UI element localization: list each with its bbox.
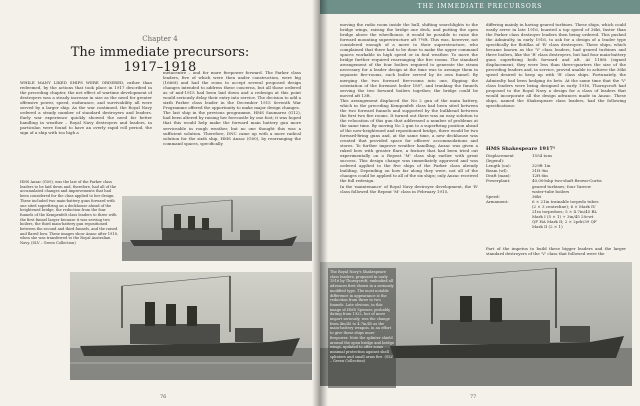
spec-value: 31ft 9in <box>532 168 548 174</box>
spec-row <box>486 199 626 230</box>
spec-value: 40,000shp two-shaft Brown-Curtis geared turbines; four Yarrow water-tube boilers <box>532 178 602 194</box>
photo-caption: The Royal Navy's Shakespeare class leaders, proposed in early 1916 by Thornycroft, embodied all advances first shown in a seriously modified type. The most notable difference in appearance is the reduction from three to two funnels. Late obvious, in this image of HMS Spenser, probably dating from 1922, but of more import seriously, was the change from 4in/45 to 4.7in/45 as the main-battery weapon, in an effort to give these ships more firepower. Note the splinter shield around the open bridge and bridge wings, updated to offer some minimal protection against shell splinters and small arms fire. (SLV – Green Collection) <box>328 268 396 388</box>
body-column-1: moving the radio room inside the hull, shifting searchlights to the bridge wings, raising the bridge one deck, and putting the open bridge above the wheelhouse, it would be possible to raise the forward mounting superstructure aft 7½ft. This was, however, not considered enough of a move to their superstructure, who complained that there had to be done to make the upper command spaces workable in high speed or in foul weather. To move the bridge further required rearranging the fire rooms. The standard arrangement of the four boilers required to generate the steam necessary for a leader design at the time was to arrange them in separate fire-rooms, each boiler served by its own funnel. By merging the two forward fire-rooms into one, flipping the orientation of the foremost boiler 180°, and trunking the funnels serving the two forward boilers together, the bridge could be moved aft 13ft. This arrangement displaced the No 2 gun of the main battery, which in the preceding Kempenfelt class had been sited between the two forward funnels and supported by the bulkhead between the first two fire rooms. It turned out there was an easy solution to the relocation of this gun that addressed a number of problems at the same time. By moving No 2 gun to a superfiring position ahead of the now-heightened and repositioned bridge, there would be two forward-firing guns and, at the same time, a new deckhouse was created that provided space for officers' accommodations and stores. To further improve weather handling, Anzac was given a raked bow with greater flare, a feature that had been tried out experimentally on a Repeat 'M' class ship earlier with great success. This design change was immediately approved and was ordered applied to the five ships of the Parker class already building. Depending on how far along they were, not all of the changes could be applied to all of the six ships; only Anzac received the full redesign. In the 'maintenance' of Royal Navy destroyer development, the 'R' class followed the Repeat 'M' class in February 1915, <box>340 22 478 194</box>
spec-row <box>486 153 626 163</box>
spec-value: 1554 tons <box>532 153 553 158</box>
body-column-2: differing mainly in having geared turbines. These ships, which could easily serve in late 1916, boasted a top speed of 36kt, faster than the Parker class destroyer leaders then being ordered. This pushed the Admiralty, in early 1916, to ask for a design of a leader type specifically for flotillas of 'R' class destroyers. These ships, which became known as the 'V' class leaders, had geared turbines and three boilers, like the 'R' class destroyers, but had four main-battery guns superfiring both forward and aft. At 1188t (signed displacement, they were less than three-quarters the size of the preceding leaders and, in service, proved unable to achieve the 36kt speed desired to keep up with 'R' class ships. Fortunately, the Admiralty had been hedging its bets. At the same time that the 'V' class leaders were being designed in early 1916, Thornycroft had proposed to the Royal Navy a design for a class of leaders that would incorporate all the design advances made in Anzac. These ships, named the Shakespeare class leaders, had the following specifications: <box>486 22 626 108</box>
spec-key: Displacement (legend): <box>486 153 514 164</box>
page-number-right: 77 <box>470 394 477 400</box>
spec-row <box>486 178 626 193</box>
spec-key: Armament: <box>486 198 509 204</box>
spec-value: 12ft 6in <box>532 173 548 179</box>
destroyer-photo-2 <box>70 272 312 380</box>
page-number-left: 76 <box>160 394 167 400</box>
spec-key: Length (oa): <box>486 163 511 169</box>
body-column-2: metacentre – and for more firepower forward. The Parker class leaders, five of which were then under construction, were big (1666t) and had the room to accept several proposed design changes intended to address these concerns, but all those ordered as of mid-1915 had been laid down and a redesign at this point would seriously delay their entry into service. The decision to add a sixth Parker class leader in the December 1915 Seventh War Programme offered the opportunity to make major design changes. The last ship in the previous programme, HMS Saumarez (G12), had been altered by raising her forecastle by one foot; it was hoped that this would help make the forward main battery gun more serviceable in rough weather, but no one thought this was a sufficient solution. Therefore, DNC came up with a more radical solution for the sixth ship, HMS Anzac (G00), by rearranging the command spaces, specifically <box>163 70 301 146</box>
chapter-title: The immediate precursors: 1917–1918 <box>70 45 250 75</box>
spec-value: 329ft 1in <box>532 163 551 169</box>
ship-photo-bottom <box>70 272 312 380</box>
photo-caption: HMS Anzac (G00), was the last of the Parker class leaders to be laid down and, therefore, had all of the accumulated changes and improvements that had been considered for the class applied to her design. These included two main-battery guns forward with one sited superfiring on a deckhouse ahead of the heightened bridge, the reduction from the four funnels of the Kempenfelt class leaders to three with the first funnel larger because it was serving two boilers, the third main-battery gun repositioned between the second and third funnels, and the raised and flared bow. These images show Anzac after 1918, when she was transferred to the Royal Australian Navy. (SLV – Green Collection) <box>20 180 119 246</box>
spec-key: Powerplant: <box>486 178 511 184</box>
spec-value: 6 × 21in trainable torpedo tubes (2 × 3 centreline); 6 × Mark IV 21in torpedoes; 5 × 4.7in/45 BL Mark I (5 × 1) + 3in/45 20cwt QF HA Mark II; 2 × 2pdr/39 QF Mark II (2 × 1) <box>532 198 599 230</box>
destroyer-photo-1 <box>122 196 312 261</box>
spec-key: Speed: <box>486 193 500 199</box>
ship-photo-top <box>122 196 312 261</box>
book-gutter-shadow <box>312 0 328 406</box>
spec-key: Beam (wl): <box>486 168 508 174</box>
chapter-label: Chapter 4 <box>142 35 178 43</box>
right-page <box>320 0 640 406</box>
body-column-1: WHILE MANY LIKED SHIPS WERE ORDERED, rather than redeemed, by the actions that took place in 1917 described in the preceding chapter, the net effect of wartime development of destroyers was a steady increase in size as the need for greater offensive power, speed, endurance, and survivability all were served by a larger ship. As the war continued, the Royal Navy ordered a steady number of standard destroyers and leaders. Early war experience quickly showed the need for better handling in weather – Royal Navy destroyers and leaders, in particular, were found to have an overly rapid roll period, the sign of a ship with too high a <box>20 80 152 136</box>
spec-table <box>486 153 626 229</box>
running-head: THE IMMEDIATE PRECURSORS <box>320 0 640 14</box>
body-column-2-continued: Part of the impetus to build these bigger leaders and the larger standard destroyers of the 'V' class that followed were the <box>486 246 626 257</box>
spec-value: 36kt <box>532 193 542 199</box>
spec-key: Draft (max): <box>486 173 511 179</box>
spec-table-title: HMS Shakespeare 1917¹ <box>486 146 556 152</box>
